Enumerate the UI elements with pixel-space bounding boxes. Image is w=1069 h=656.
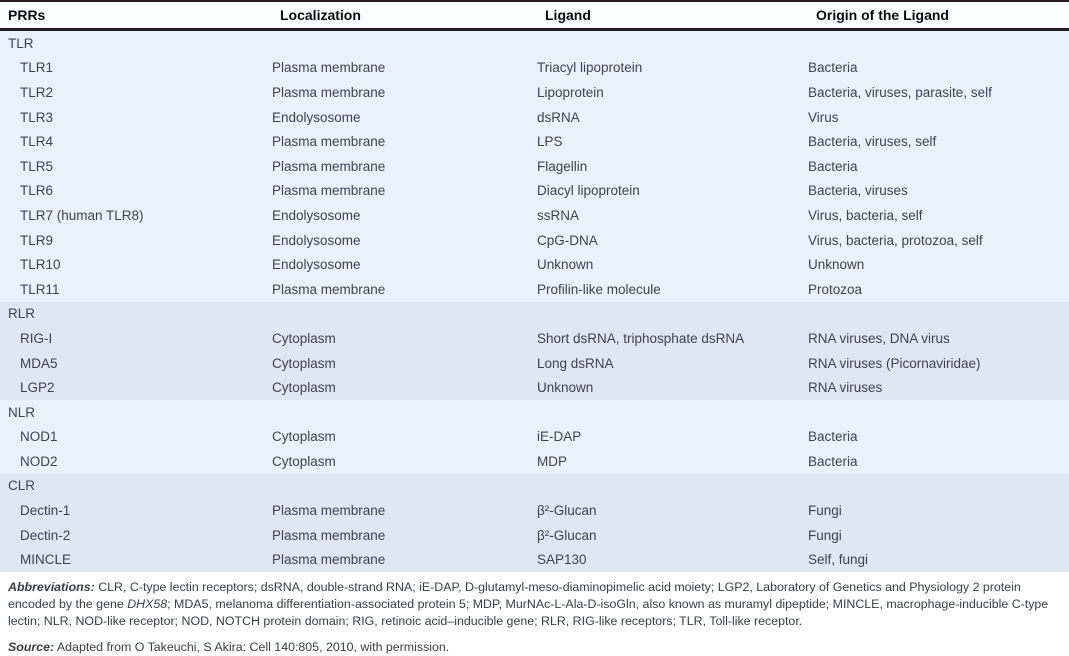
- table-row: [0, 129, 1069, 154]
- cell-prr: TLR4: [20, 134, 54, 150]
- table-row: [0, 179, 1069, 204]
- cell-ligand: Triacyl lipoprotein: [537, 60, 643, 76]
- cell-ligand: SAP130: [537, 552, 587, 568]
- table-header-row: [0, 2, 1069, 28]
- cell-origin: Bacteria: [808, 453, 858, 469]
- cell-prr: TLR3: [20, 109, 54, 125]
- cell-prr: MINCLE: [20, 552, 72, 568]
- section-name: RLR: [8, 306, 36, 322]
- cell-localization: Plasma membrane: [272, 134, 386, 150]
- cell-origin: Bacteria: [808, 429, 858, 445]
- cell-localization: Plasma membrane: [272, 84, 386, 100]
- cell-prr: TLR6: [20, 183, 54, 199]
- table-row: [0, 498, 1069, 523]
- cell-localization: Plasma membrane: [272, 158, 386, 174]
- cell-localization: Endolysosome: [272, 232, 361, 248]
- cell-ligand: ssRNA: [537, 207, 580, 223]
- table-row: [0, 351, 1069, 376]
- cell-localization: Cytoplasm: [272, 355, 336, 371]
- cell-ligand: MDP: [537, 453, 567, 469]
- cell-localization: Plasma membrane: [272, 60, 386, 76]
- cell-prr: TLR2: [20, 84, 54, 100]
- cell-prr: RIG-I: [20, 330, 53, 346]
- table-row: [0, 228, 1069, 253]
- source-label: Source:: [8, 640, 55, 655]
- column-header-prrs: PRRs: [8, 7, 46, 23]
- cell-localization: Cytoplasm: [272, 453, 336, 469]
- cell-prr: TLR7 (human TLR8): [20, 207, 144, 223]
- cell-localization: Plasma membrane: [272, 503, 386, 519]
- table-row: [0, 80, 1069, 105]
- cell-origin: Protozoa: [808, 281, 863, 297]
- cell-origin: Fungi: [808, 527, 842, 543]
- source-note: [8, 639, 1059, 656]
- cell-localization: Cytoplasm: [272, 330, 336, 346]
- table-row: [0, 203, 1069, 228]
- cell-prr: TLR5: [20, 158, 54, 174]
- cell-ligand: Unknown: [537, 257, 594, 273]
- section-row-nlr: [0, 400, 1069, 425]
- cell-ligand: β²-Glucan: [537, 503, 597, 519]
- table-row: [0, 277, 1069, 302]
- table-footnotes: [0, 572, 1069, 656]
- cell-prr: TLR9: [20, 232, 54, 248]
- cell-prr: Dectin-1: [20, 503, 71, 519]
- cell-prr: TLR11: [20, 281, 60, 297]
- cell-ligand: LPS: [537, 134, 563, 150]
- table-row: [0, 326, 1069, 351]
- cell-prr: TLR10: [20, 257, 61, 273]
- table-row: [0, 105, 1069, 130]
- cell-ligand: β²-Glucan: [537, 527, 597, 543]
- table-body: [0, 31, 1069, 572]
- cell-origin: Virus, bacteria, protozoa, self: [808, 232, 983, 248]
- cell-ligand: Long dsRNA: [537, 355, 614, 371]
- cell-prr: NOD1: [20, 429, 58, 445]
- cell-ligand: iE-DAP: [537, 429, 582, 445]
- cell-ligand: Lipoprotein: [537, 84, 604, 100]
- table-row: [0, 425, 1069, 450]
- cell-localization: Endolysosome: [272, 257, 361, 273]
- cell-origin: RNA viruses, DNA virus: [808, 330, 950, 346]
- section-row-clr: [0, 474, 1069, 499]
- abbreviations-text-post: ; MDA5, melanoma differentiation-associated protein 5; MDP, MurNAc-L-Ala-D-isoGln, also known as muramyl dipeptide; MINCLE, macrophage-inducible C-type lectin; NLR, NOD-like receptor; NOD, NOTCH protein domain; RIG, retinoic acid–inducible gene; RLR, RIG-like receptors; TLR, Toll-like receptor.: [8, 597, 1049, 629]
- cell-localization: Plasma membrane: [272, 552, 386, 568]
- source-text: Adapted from O Takeuchi, S Akira: Cell 140:805, 2010, with permission.: [56, 640, 450, 655]
- table-row: [0, 523, 1069, 548]
- cell-localization: Cytoplasm: [272, 429, 336, 445]
- table-row: [0, 547, 1069, 572]
- cell-origin: Fungi: [808, 503, 842, 519]
- cell-ligand: Flagellin: [537, 158, 588, 174]
- cell-origin: Self, fungi: [808, 552, 869, 568]
- cell-ligand: Profilin-like molecule: [537, 281, 661, 297]
- cell-ligand: Short dsRNA, triphosphate dsRNA: [537, 330, 745, 346]
- cell-origin: RNA viruses (Picornaviridae): [808, 355, 981, 371]
- cell-localization: Plasma membrane: [272, 281, 386, 297]
- cell-ligand: Diacyl lipoprotein: [537, 183, 640, 199]
- section-name: TLR: [8, 35, 34, 51]
- cell-origin: Bacteria, viruses, parasite, self: [808, 84, 992, 100]
- abbreviations-text-pre: CLR, C-type lectin receptors; dsRNA, double-strand RNA; iE-DAP, D-glutamyl-meso-diaminopimelic acid moiety; LGP2, Laboratory of Genetics and Physiology 2 protein encoded by the gene: [8, 580, 1021, 612]
- cell-localization: Endolysosome: [272, 207, 361, 223]
- cell-ligand: dsRNA: [537, 109, 580, 125]
- cell-ligand: Unknown: [537, 380, 594, 396]
- table-row: [0, 449, 1069, 474]
- cell-origin: Virus: [808, 109, 839, 125]
- column-header-localization: Localization: [280, 7, 361, 23]
- cell-origin: Virus, bacteria, self: [808, 207, 923, 223]
- table-row: [0, 252, 1069, 277]
- cell-localization: Plasma membrane: [272, 527, 386, 543]
- cell-localization: Cytoplasm: [272, 380, 336, 396]
- cell-origin: Bacteria, viruses: [808, 183, 908, 199]
- column-header-origin: Origin of the Ligand: [816, 7, 949, 23]
- column-header-ligand: Ligand: [545, 7, 591, 23]
- abbreviations-note: [8, 579, 1059, 630]
- section-row-rlr: [0, 302, 1069, 327]
- section-row-tlr: [0, 31, 1069, 56]
- gene-name: DHX58: [127, 597, 168, 612]
- abbreviations-label: Abbreviations:: [8, 580, 95, 595]
- table-row: [0, 56, 1069, 81]
- table-row: [0, 375, 1069, 400]
- cell-origin: RNA viruses: [808, 380, 883, 396]
- cell-prr: Dectin-2: [20, 527, 71, 543]
- cell-localization: Plasma membrane: [272, 183, 386, 199]
- cell-localization: Endolysosome: [272, 109, 361, 125]
- cell-prr: NOD2: [20, 453, 58, 469]
- cell-prr: MDA5: [20, 355, 58, 371]
- cell-prr: LGP2: [20, 380, 55, 396]
- section-name: CLR: [8, 478, 36, 494]
- cell-prr: TLR1: [20, 60, 54, 76]
- cell-origin: Bacteria: [808, 60, 858, 76]
- cell-origin: Unknown: [808, 257, 865, 273]
- cell-ligand: CpG-DNA: [537, 232, 598, 248]
- section-name: NLR: [8, 404, 36, 420]
- cell-origin: Bacteria: [808, 158, 858, 174]
- table-row: [0, 154, 1069, 179]
- cell-origin: Bacteria, viruses, self: [808, 134, 937, 150]
